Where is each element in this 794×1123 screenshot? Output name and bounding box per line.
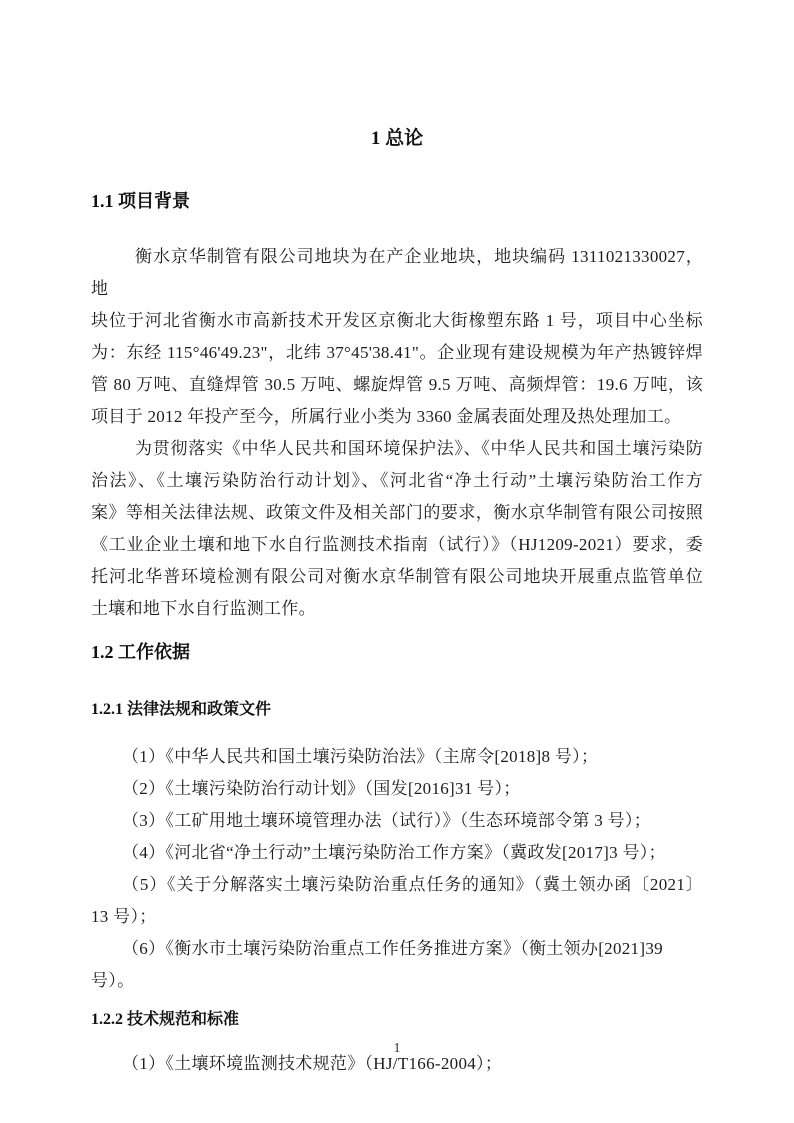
body-line: 衡水京华制管有限公司地块为在产企业地块，地块编码 1311021330027，地: [91, 247, 703, 298]
body-line: 为：东经 115°46'49.23"，北纬 37°45'38.41"。企业现有建设规模为年产热镀锌焊: [91, 343, 703, 362]
list-item: （4）《河北省“净土行动”土壤污染防治工作方案》（冀政发[2017]3 号）；: [122, 843, 666, 862]
list-item: （6）《衡水市土壤污染防治重点工作任务推进方案》（衡土领办[2021]39 号）。: [91, 939, 663, 990]
list-item: （2）《土壤污染防治行动计划》（国发[2016]31 号）；: [122, 779, 521, 798]
body-line: 托河北华普环境检测有限公司对衡水京华制管有限公司地块开展重点监管单位: [91, 567, 703, 586]
section-heading-1-1: 1.1 项目背景: [91, 191, 190, 211]
body-line: 为贯彻落实《中华人民共和国环境保护法》、《中华人民共和国土壤污染防: [135, 439, 703, 458]
chapter-title: 1 总论: [370, 128, 424, 149]
section-heading-1-2: 1.2 工作依据: [91, 642, 190, 662]
page-number: 1: [393, 1041, 401, 1056]
body-line: 项目于 2012 年投产至今，所属行业小类为 3360 金属表面处理及热处理加工。: [91, 407, 682, 426]
list-item: （3）《工矿用地土壤环境管理办法（试行）》（生态环境部令第 3 号）；: [122, 811, 651, 830]
paragraph-project-background-2: [91, 433, 703, 625]
list-item: （1）《中华人民共和国土壤污染防治法》（主席令[2018]8 号）；: [122, 747, 599, 766]
laws-list: [91, 741, 703, 997]
body-line: 《工业企业土壤和地下水自行监测技术指南（试行）》（HJ1209-2021）要求，委: [91, 535, 703, 554]
body-line: 土壤和地下水自行监测工作。: [91, 599, 316, 618]
section-heading-1-2-2: 1.2.2 技术规范和标准: [91, 1011, 240, 1028]
list-item-continuation: 13 号）；: [91, 907, 157, 926]
section-heading-1-2-1: 1.2.1 法律法规和政策文件: [91, 701, 272, 718]
body-line: 案》等相关法律法规、政策文件及相关部门的要求，衡水京华制管有限公司按照: [91, 503, 703, 522]
paragraph-project-background-1: [91, 241, 703, 433]
body-line: 管 80 万吨、直缝焊管 30.5 万吨、螺旋焊管 9.5 万吨、高频焊管：19.6 万吨，该: [91, 375, 703, 394]
list-item: （1）《土壤环境监测技术规范》（HJ/T166-2004）；: [122, 1054, 503, 1073]
list-item: （5）《关于分解落实土壤污染防治重点任务的通知》（冀土领办函〔2021〕: [122, 875, 703, 894]
body-line: 治法》、《土壤污染防治行动计划》、《河北省“净土行动”土壤污染防治工作方: [91, 471, 703, 490]
body-line: 块位于河北省衡水市高新技术开发区京衡北大街橡塑东路 1 号，项目中心坐标: [91, 311, 703, 330]
